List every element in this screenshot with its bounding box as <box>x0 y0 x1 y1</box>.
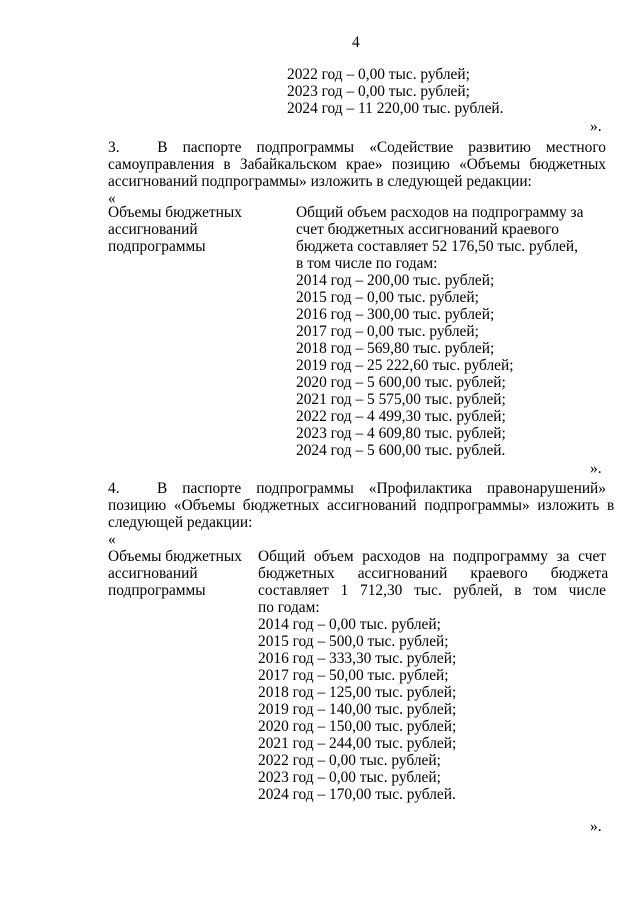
section4-intro-line: следующей редакции: <box>108 514 253 531</box>
year-line: 2015 год – 0,00 тыс. рублей; <box>296 289 479 306</box>
year-line: 2022 год – 0,00 тыс. рублей; <box>258 752 441 769</box>
section3-intro-line: самоуправления в Забайкальском крае» позицию «Объемы бюджетных <box>108 156 606 173</box>
label-line: ассигнований <box>108 565 198 582</box>
label-line: подпрограммы <box>108 582 206 599</box>
page-number: 4 <box>352 34 360 51</box>
section3-intro-line: ассигнований подпрограммы» изложить в следующей редакции: <box>108 173 532 190</box>
year-line: 2024 год – 170,00 тыс. рублей. <box>258 786 456 803</box>
year-line: 2015 год – 500,0 тыс. рублей; <box>258 633 449 650</box>
closing-quote: ». <box>590 460 602 477</box>
label-line: ассигнований <box>108 221 198 238</box>
year-line: 2019 год – 25 222,60 тыс. рублей; <box>296 357 514 374</box>
year-line: 2019 год – 140,00 тыс. рублей; <box>258 701 457 718</box>
year-line: 2023 год – 0,00 тыс. рублей; <box>258 769 441 786</box>
section3-intro-line: 3. В паспорте подпрограммы «Содействие развитию местного <box>108 139 606 156</box>
year-line: 2014 год – 0,00 тыс. рублей; <box>258 616 441 633</box>
year-line: 2016 год – 300,00 тыс. рублей; <box>296 306 495 323</box>
closing-quote: ». <box>590 118 602 135</box>
top-continuation-list <box>287 66 504 117</box>
year-line: 2021 год – 244,00 тыс. рублей; <box>258 735 457 752</box>
closing-quote: ». <box>590 818 602 835</box>
year-line: 2018 год – 569,80 тыс. рублей; <box>296 340 495 357</box>
open-quote: « <box>108 531 116 548</box>
list-item: 2022 год – 0,00 тыс. рублей; <box>287 66 470 83</box>
year-line: 2020 год – 150,00 тыс. рублей; <box>258 718 457 735</box>
section3-label <box>108 204 242 255</box>
open-quote: « <box>108 190 116 207</box>
section4-value <box>258 548 609 803</box>
year-line: 2016 год – 333,30 тыс. рублей; <box>258 650 457 667</box>
section4-intro-line: 4. В паспорте подпрограммы «Профилактика правонарушений» <box>108 480 606 497</box>
year-line: 2020 год – 5 600,00 тыс. рублей; <box>296 374 506 391</box>
value-line: бюджетных ассигнований краевого бюджета <box>258 565 609 582</box>
year-line: 2014 год – 200,00 тыс. рублей; <box>296 272 495 289</box>
value-line: Общий объем расходов на подпрограмму за <box>296 204 584 221</box>
list-item: 2024 год – 11 220,00 тыс. рублей. <box>287 100 504 117</box>
label-line: Объемы бюджетных <box>108 204 242 221</box>
section4-intro-line: позицию «Объемы бюджетных ассигнований подпрограммы» изложить в <box>108 497 615 514</box>
value-line: в том числе по годам: <box>296 255 438 272</box>
value-line: Общий объем расходов на подпрограмму за счет <box>258 548 606 565</box>
section3-value <box>296 204 583 459</box>
section4-label <box>108 548 242 599</box>
year-line: 2017 год – 0,00 тыс. рублей; <box>296 323 479 340</box>
label-line: подпрограммы <box>108 238 206 255</box>
year-line: 2023 год – 4 609,80 тыс. рублей; <box>296 425 506 442</box>
list-item: 2023 год – 0,00 тыс. рублей; <box>287 83 470 100</box>
label-line: Объемы бюджетных <box>108 548 242 565</box>
value-line: составляет 1 712,30 тыс. рублей, в том числе <box>258 582 606 599</box>
year-line: 2024 год – 5 600,00 тыс. рублей. <box>296 442 506 459</box>
year-line: 2022 год – 4 499,30 тыс. рублей; <box>296 408 506 425</box>
year-line: 2018 год – 125,00 тыс. рублей; <box>258 684 457 701</box>
value-line: по годам: <box>258 599 320 616</box>
value-line: бюджета составляет 52 176,50 тыс. рублей, <box>296 238 578 255</box>
value-line: счет бюджетных ассигнований краевого <box>296 221 559 238</box>
year-line: 2021 год – 5 575,00 тыс. рублей; <box>296 391 506 408</box>
year-line: 2017 год – 50,00 тыс. рублей; <box>258 667 449 684</box>
